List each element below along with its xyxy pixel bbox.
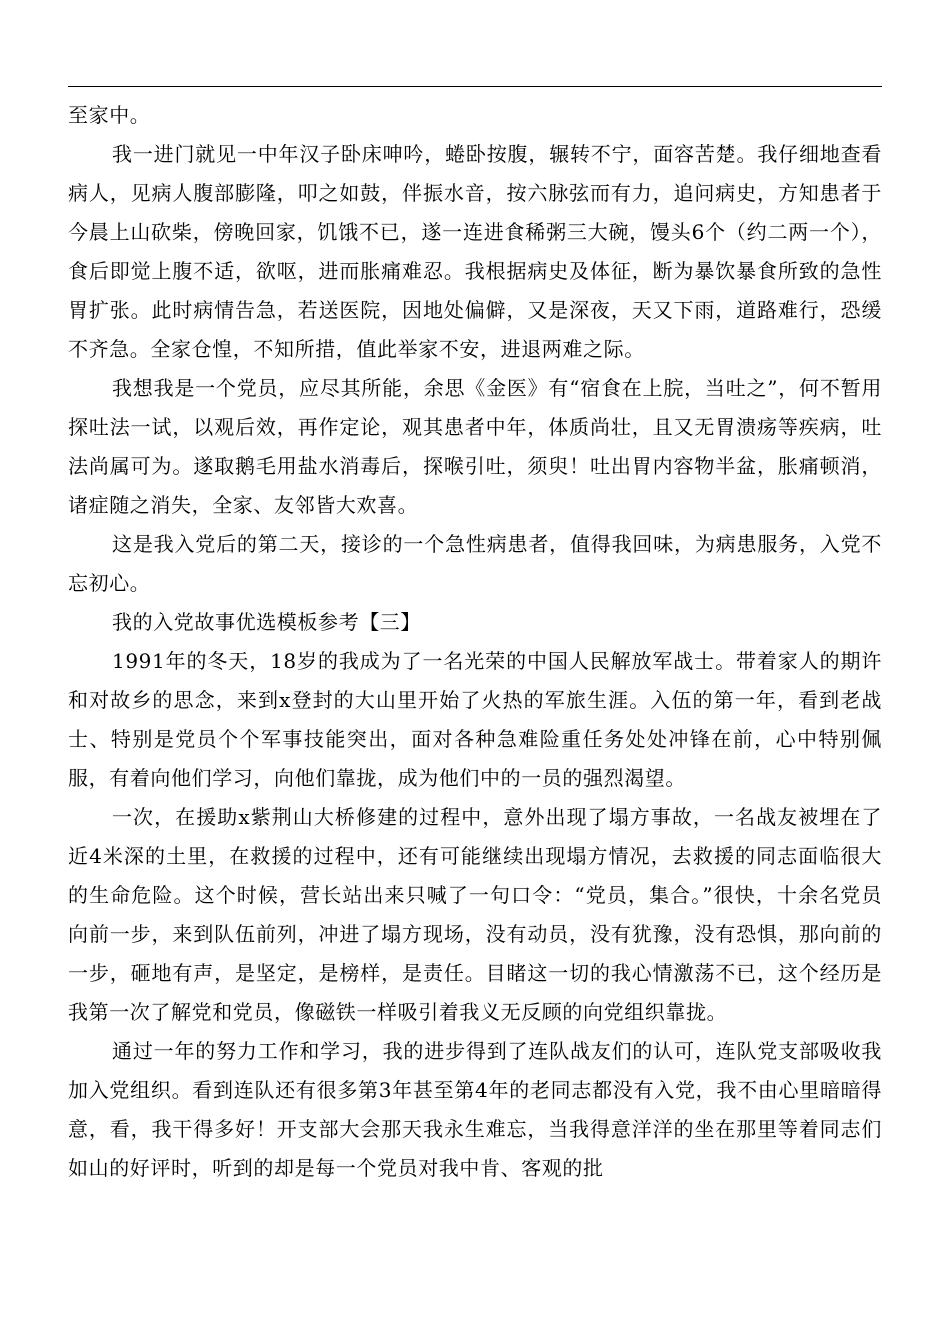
paragraph-continuation: 至家中。: [68, 103, 151, 127]
paragraph-enlistment: 1991年的冬天，18岁的我成为了一名光荣的中国人民解放军战士。带着家人的期许和对故乡的思念，来到x登封的大山里开始了火热的军旅生涯。入伍的第一年，看到老战士、特别是党员个个军事技能突出，面对各种急难险重任务处处冲锋在前，心中特别佩服，有着向他们学习，向他们靠拢，成为他们中的一员的强烈渴望。: [68, 649, 882, 790]
document-body: [68, 96, 882, 1188]
header-rule: [68, 86, 882, 87]
paragraph-reflection: 这是我入党后的第二天，接诊的一个急性病患者，值得我回味，为病患服务，入党不忘初心。: [68, 532, 882, 595]
paragraph-treatment: 我想我是一个党员，应尽其所能，余思《金医》有“宿食在上脘，当吐之”，何不暂用探吐法一试，以观后效，再作定论，观其患者中年，体质尚壮，且又无胃溃疡等疾病，吐法尚属可为。遂取鹅毛用盐水消毒后，探喉引吐，须臾！吐出胃内容物半盆，胀痛顿消，诸症随之消失，全家、友邻皆大欢喜。: [68, 376, 882, 517]
paragraph-patient-exam: 我一进门就见一中年汉子卧床呻吟，蜷卧按腹，辗转不宁，面容苦楚。我仔细地查看病人，见病人腹部膨隆，叩之如鼓，伴振水音，按六脉弦而有力，追问病史，方知患者于今晨上山砍柴，傍晚回家，饥饿不已，遂一连进食稀粥三大碗，馒头6个（约二两一个），食后即觉上腹不适，欲呕，进而胀痛难忍。我根据病史及体征，断为暴饮暴食所致的急性胃扩张。此时病情告急，若送医院，因地处偏僻，又是深夜，天又下雨，道路难行，恐缓不齐急。全家仓惶，不知所措，值此举家不安，进退两难之际。: [68, 142, 882, 361]
section-heading: 我的入党故事优选模板参考【三】: [112, 610, 421, 634]
paragraph-rescue: 一次，在援助x紫荆山大桥修建的过程中，意外出现了塌方事故，一名战友被埋在了近4米深的土里，在救援的过程中，还有可能继续出现塌方情况，去救援的同志面临很大的生命危险。这个时候，营长站出来只喊了一句口令：“党员，集合。”很快，十余名党员向前一步，来到队伍前列，冲进了塌方现场，没有动员，没有犹豫，没有恐惧，那向前的一步，砸地有声，是坚定，是榜样，是责任。目睹这一切的我心情激荡不已，这个经历是我第一次了解党和党员，像磁铁一样吸引着我义无反顾的向党组织靠拢。: [68, 805, 882, 1024]
paragraph-joining-party: 通过一年的努力工作和学习，我的进步得到了连队战友们的认可，连队党支部吸收我加入党组织。看到连队还有很多第3年甚至第4年的老同志都没有入党，我不由心里暗暗得意，看，我干得多好！开支部大会那天我永生难忘，当我得意洋洋的坐在那里等着同志们如山的好评时，听到的却是每一个党员对我中肯、客观的批: [68, 1039, 882, 1180]
